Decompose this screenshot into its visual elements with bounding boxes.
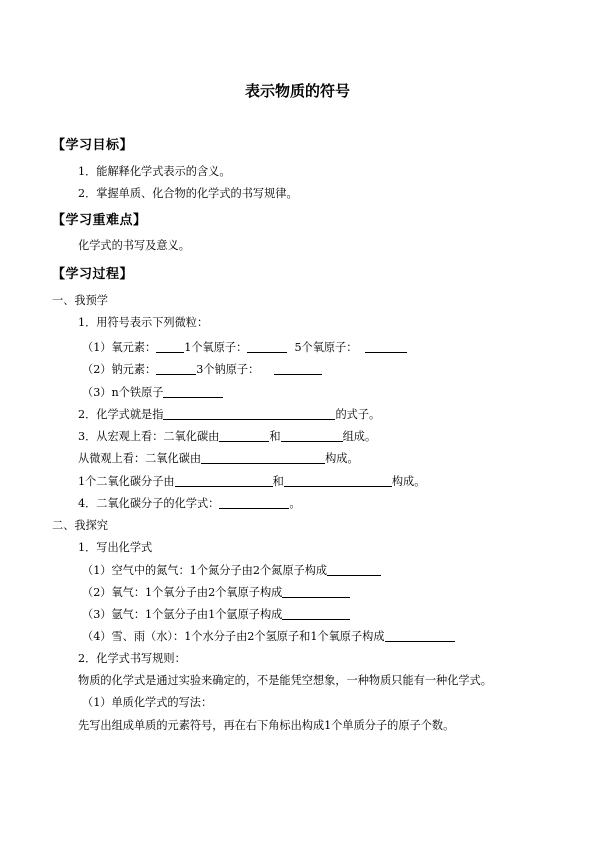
answer-blank[interactable] [282, 607, 350, 620]
question-3-molecule: 1个二氧化碳分子由 和 构成。 [78, 475, 426, 488]
answer-blank[interactable] [163, 385, 223, 398]
question-4: 4．二氧化碳分子的化学式： 。 [78, 497, 301, 510]
explore-question-2: 2．化学式书写规则： [78, 652, 186, 665]
explore-question-1-4: （4）雪、雨（水）：1个水分子由2个氢原子和1个氧原子构成 [82, 629, 455, 644]
answer-blank[interactable] [156, 340, 184, 353]
goal-item: 1．能解释化学式表示的含义。 [78, 165, 231, 178]
answer-blank[interactable] [385, 629, 455, 642]
answer-blank[interactable] [281, 429, 343, 442]
answer-blank[interactable] [282, 585, 350, 598]
answer-blank[interactable] [156, 362, 196, 375]
question-3-micro: 从微观上看：二氧化碳由 构成。 [78, 452, 359, 465]
explore-question-2-1: （1）单质化学式的写法： [82, 696, 213, 709]
explore-question-1: 1．写出化学式 [78, 541, 153, 554]
answer-blank[interactable] [163, 407, 335, 420]
question-1: 1．用符号表示下列微粒： [78, 316, 209, 329]
answer-blank[interactable] [219, 429, 269, 442]
question-1-3: （3）n个铁原子 [82, 385, 223, 400]
rule-text: 物质的化学式是通过实验来确定的，不是能凭空想象，一种物质只能有一种化学式。 [78, 674, 492, 687]
answer-blank[interactable] [327, 563, 381, 576]
part2-heading: 二、我探究 [52, 519, 108, 532]
answer-blank[interactable] [201, 451, 325, 464]
goal-item: 2．掌握单质、化合物的化学式的书写规律。 [78, 187, 298, 200]
answer-blank[interactable] [219, 496, 289, 509]
section-heading-key-points: 【学习重难点】 [52, 213, 147, 228]
rule-text-element: 先写出组成单质的元素符号，再在右下角标出构成1个单质分子的原子个数。 [78, 719, 455, 732]
answer-blank[interactable] [284, 474, 392, 487]
part1-heading: 一、我预学 [52, 294, 108, 307]
explore-question-1-3: （3）氩气：1个氩分子由1个氩原子构成 [82, 607, 350, 622]
answer-blank[interactable] [247, 340, 287, 353]
explore-question-1-1: （1）空气中的氮气：1个氮分子由2个氮原子构成 [82, 563, 381, 578]
explore-question-1-2: （2）氧气：1个氧分子由2个氧原子构成 [82, 585, 350, 600]
question-2: 2．化学式就是指 的式子。 [78, 408, 381, 421]
key-points-text: 化学式的书写及意义。 [78, 239, 190, 252]
question-1-1: （1）氧元素： 1个氧原子： 5个氧原子： [82, 340, 407, 355]
section-heading-process: 【学习过程】 [52, 267, 134, 282]
section-heading-goals: 【学习目标】 [52, 138, 134, 153]
question-1-2: （2）钠元素： 3个钠原子： [82, 362, 322, 377]
answer-blank[interactable] [274, 362, 322, 375]
page-title: 表示物质的符号 [244, 82, 350, 100]
answer-blank[interactable] [175, 474, 273, 487]
question-3: 3．从宏观上看：二氧化碳由 和 组成。 [78, 430, 377, 443]
answer-blank[interactable] [365, 340, 407, 353]
